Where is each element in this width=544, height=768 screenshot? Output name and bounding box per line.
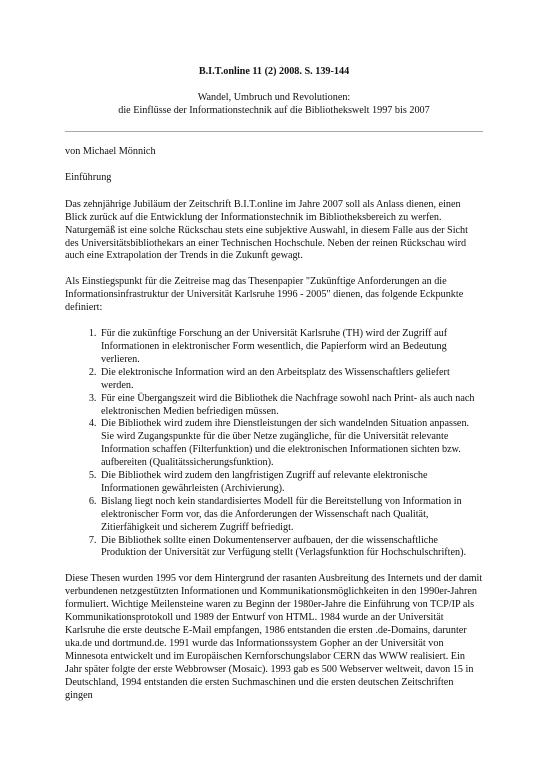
article-title xyxy=(65,92,483,117)
theses-list xyxy=(65,328,483,560)
author-line: von Michael Mönnich xyxy=(65,146,156,157)
document-page xyxy=(65,66,483,702)
title-line-2: die Einflüsse der Informationstechnik auf die Bibliothekswelt 1997 bis 2007 xyxy=(118,104,430,116)
title-line-1: Wandel, Umbruch und Revolutionen: xyxy=(197,92,351,103)
thesis-item: 6. Bislang liegt noch kein standardisiertes Modell für die Bereitstellung von Information in elektronischer Form vor, das die Anforderungen der Wissenschaft nach Qualität, Zitierfähigkeit und sicherem Zugriff befriedigt. xyxy=(99,496,483,535)
section-heading: Einführung xyxy=(65,171,112,183)
thesis-item: 5. Die Bibliothek wird zudem den langfristigen Zugriff auf relevante elektronische Informationen gewährleisten (Archivierung). xyxy=(99,470,483,496)
paragraph-intro: Das zehnjährige Jubiläum der Zeitschrift B.I.T.online im Jahre 2007 soll als Anlass dienen, einen Blick zurück auf die Entwicklung der Informationstechnik im Bibliotheksbereich zu werfen. Naturgemäß ist eine solche Rückschau stets eine subjektive Auswahl, in diesem Falle aus der Sicht des Universitätsbibliothekars an einer Technischen Hochschule. Neben der reinen Rückschau wird auch eine Extrapolation der Trends in die Zukunft gewagt. xyxy=(65,198,468,262)
thesis-item: 2. Die elektronische Information wird an den Arbeitsplatz des Wissenschaftlers geliefert werden. xyxy=(99,367,483,393)
paragraph-history: Diese Thesen wurden 1995 vor dem Hintergrund der rasanten Ausbreitung des Internets und der damit verbundenen netzgestützten Informationen und Kommunikationsmöglichkeiten in den 1990er-Jahren formuliert. Wichtige Meilensteine waren zu Beginn der 1980er-Jahre die Einführung von TCP/IP als Kommunikationsprotokoll und 1989 der Entwurf von HTML. 1984 wurde an der Universität Karlsruhe die erste deutsche E-Mail empfangen, 1986 entstanden die ersten .de-Domains, darunter uka.de und dortmund.de. 1991 wurde das Informationssystem Gopher an der Universität von Minnesota entwickelt und im Europäischen Kernforschungslabor CERN das WWW realisiert. Ein Jahr später folgte der erste Webbrowser (Mosaic). 1993 gab es 500 Webserver weltweit, davon 15 in Deutschland, 1994 entstanden die ersten Suchmaschinen und die ersten deutschen Zeitschriften gingen xyxy=(65,573,483,701)
paragraph-theses-intro: Als Einstiegspunkt für die Zeitreise mag das Thesenpapier "Zukünftige Anforderungen an die Informationsinfrastruktur der Universität Karlsruhe 1996 - 2005" dienen, das folgende Eckpunkte definiert: xyxy=(65,276,464,314)
header-divider xyxy=(65,131,483,132)
thesis-item: 3. Für eine Übergangszeit wird die Bibliothek die Nachfrage sowohl nach Print- als auch nach elektronischen Medien befriedigen müssen. xyxy=(99,393,483,419)
thesis-item: 1. Für die zukünftige Forschung an der Universität Karlsruhe (TH) wird der Zugriff auf Informationen in elektronischer Form wesentlich, die Papierform wird an Bedeutung verlieren. xyxy=(99,328,483,367)
thesis-item: 4. Die Bibliothek wird zudem ihre Dienstleistungen der sich wandelnden Situation anpassen. Sie wird Zugangspunkte für die über Netze zugängliche, für die Universität relevante Information schaffen (Filterfunktion) und die elektronischen Informationen sichten bzw. aufbereiten (Qualitätssicherungsfunktion). xyxy=(99,418,483,470)
citation-line: B.I.T.online 11 (2) 2008. S. 139-144 xyxy=(198,66,350,77)
thesis-item: 7. Die Bibliothek sollte einen Dokumentenserver aufbauen, der die wissenschaftliche Produktion der Universität zur Verfügung stellt (Verlagsfunktion für Hochschulschriften). xyxy=(99,535,483,561)
